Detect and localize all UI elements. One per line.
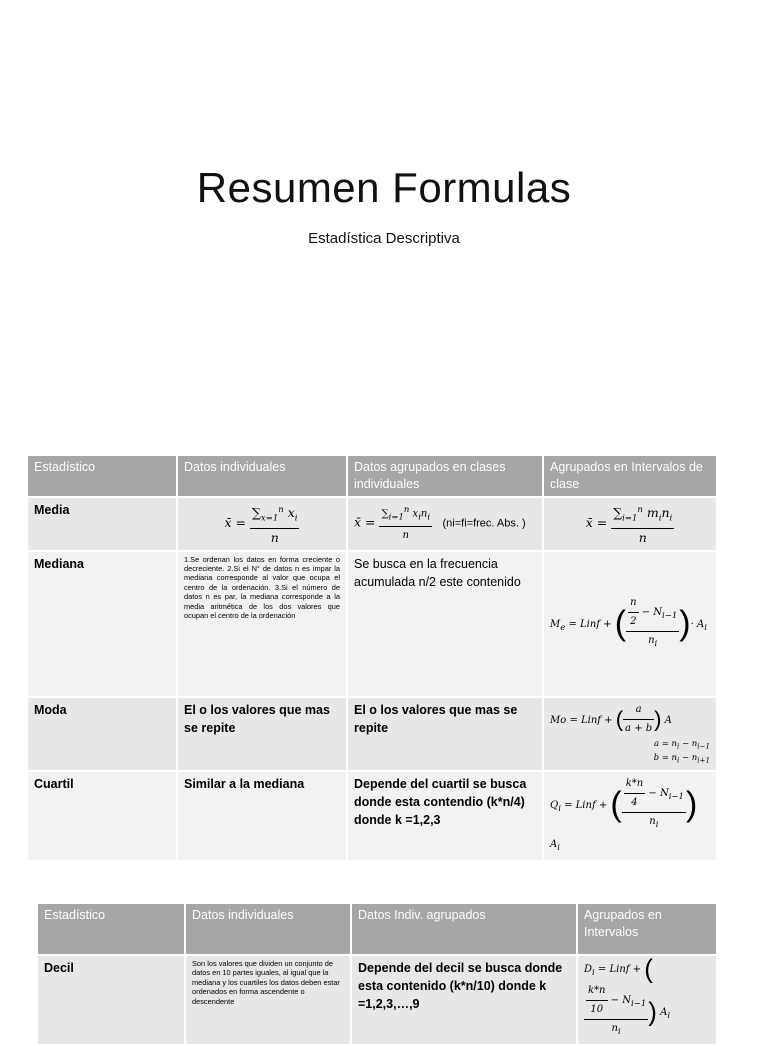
decil-grouped-text: Depende del decil se busca donde esta contenido (k*n/10) donde k =1,2,3,…,9 [351,955,577,1045]
header-datos-individuales: Datos individuales [185,903,351,955]
moda-grouped-text: El o los valores que mas se repite [347,697,543,771]
header-estadistico: Estadístico [37,903,185,955]
row-label-mediana: Mediana [27,551,177,697]
mediana-intervals-formula: $M_e$ = Linf + ( $\frac{n}{2}$ − $N_{i-1}$ $n_i$ )· $A_i$ [543,551,717,697]
media-individual-formula: x̄ = $\frac{\sum_{x=1}^n x_i}{n}$ [177,497,347,551]
row-label-moda: Moda [27,697,177,771]
header-datos-individuales: Datos individuales [177,455,347,497]
row-label-media: Media [27,497,177,551]
cuartil-individual-text: Similar a la mediana [177,771,347,861]
table-row-moda [27,697,717,771]
header-datos-indiv-agrupados: Datos Indiv. agrupados [351,903,577,955]
header-intervalos: Agrupados en Intervalos de clase [543,455,717,497]
table-header-row [27,455,717,497]
header-datos-agrupados: Datos agrupados en clases individuales [347,455,543,497]
moda-individual-text: El o los valores que mas se repite [177,697,347,771]
media-grouped-note: (ni=fi=frec. Abs. ) [442,517,526,530]
page-title: Resumen Formulas [196,164,572,211]
header-estadistico: Estadístico [27,455,177,497]
row-label-decil: Decil [37,955,185,1045]
table-header-row [37,903,717,955]
decil-intervals-formula: $D_i$ = Linf + ( $\frac{k*n}{10}$ − $N_{i-1}$ $n_i$ ) $A_i$ [577,955,717,1045]
page-subtitle: Estadística Descriptiva [308,230,460,247]
media-grouped-formula: x̄ = $\frac{\sum_{i=1}^n x_in_i}{n}$ (ni=fi=frec. Abs. ) [347,497,543,551]
row-label-cuartil: Cuartil [27,771,177,861]
mediana-grouped-text: Se busca en la frecuencia acumulada n/2 este contenido [347,551,543,697]
media-intervals-formula: x̄ = $\frac{\sum_{i=1}^n m_in_i}{n}$ [543,497,717,551]
cuartil-intervals-formula: $Q_i$ = Linf + ( $\frac{k*n}{4}$ − $N_{i-1}$ $n_i$ ) $A_i$ [543,771,717,861]
table-row-mediana [27,551,717,697]
table-row-cuartil [27,771,717,861]
table-row-decil [37,955,717,1045]
moda-intervals-formula: Mo = Linf + ( $\frac{a}{a + b}$ ) A $a = n_i - n_{i-1}$ $b = n_i - n_{i+1}$ [543,697,717,771]
decil-individual-text: Son los valores que dividen un conjunto de datos en 10 partes iguales, al igual que la mediana y los cuartiles los datos deben estar ordenados en forma ascendente o descendente [185,955,351,1045]
cuartil-grouped-text: Depende del cuartil se busca donde esta contendio (k*n/4) donde k =1,2,3 [347,771,543,861]
summary-table-2 [36,902,718,1046]
mediana-individual-text: 1.Se ordenan los datos en forma creciente o decreciente. 2.Si el N° de datos n es impar la mediana corresponde al valor que ocupa el centro de la ordenación. 3.Si el número de datos n es par, la mediana corresponde a la media aritmética de los dos valores que ocupan el centro de la ordenación [177,551,347,697]
header-intervalos: Agrupados en Intervalos [577,903,717,955]
table-row-media [27,497,717,551]
summary-table-1 [26,454,718,862]
